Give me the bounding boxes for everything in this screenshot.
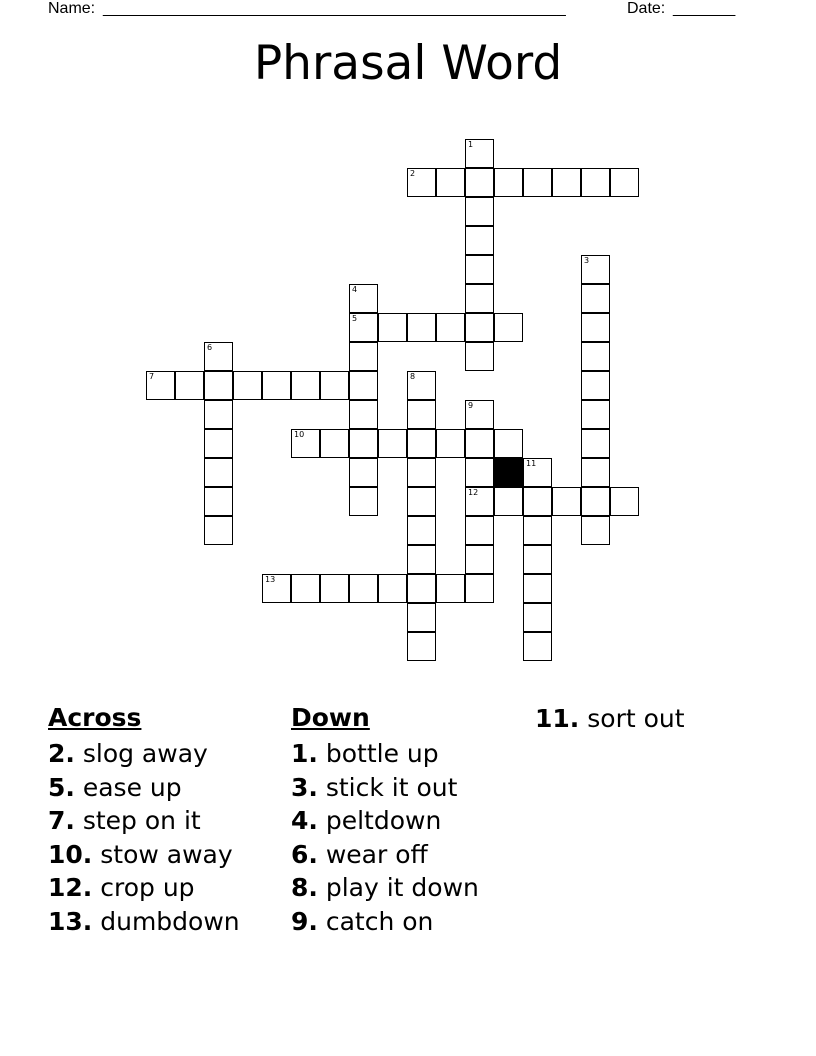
clue-item-text: peltdown	[317, 806, 442, 835]
clue-item	[291, 771, 479, 805]
answer-square[interactable]	[465, 139, 494, 168]
answer-square[interactable]	[494, 429, 523, 458]
clue-item	[48, 737, 240, 771]
clue-item-number: 11.	[535, 704, 580, 733]
answer-square[interactable]	[320, 574, 349, 603]
answer-square[interactable]	[320, 429, 349, 458]
answer-square[interactable]	[349, 429, 378, 458]
clue-item-text: stow away	[92, 839, 233, 869]
answer-square[interactable]	[581, 429, 610, 458]
answer-square[interactable]	[552, 487, 581, 516]
clue-number: 1	[468, 140, 474, 149]
answer-square[interactable]	[349, 574, 378, 603]
clue-number: 8	[410, 372, 416, 381]
across-heading: Across	[48, 703, 142, 732]
answer-square[interactable]	[291, 371, 320, 400]
answer-square[interactable]	[436, 429, 465, 458]
clue-item	[48, 771, 240, 805]
answer-square[interactable]	[204, 371, 233, 400]
clue-number: 6	[207, 343, 213, 352]
clue-item-number: 3.	[291, 772, 318, 802]
clue-item-number: 6.	[291, 839, 318, 869]
clue-item-number: 5.	[48, 772, 75, 802]
answer-square[interactable]	[146, 371, 175, 400]
down-heading: Down	[291, 703, 370, 732]
answer-square[interactable]	[465, 400, 494, 429]
answer-square[interactable]	[494, 487, 523, 516]
clue-item-text: bottle up	[317, 739, 439, 768]
answer-square[interactable]	[465, 342, 494, 371]
answer-square[interactable]	[581, 516, 610, 545]
answer-square[interactable]	[291, 574, 320, 603]
answer-square[interactable]	[552, 168, 581, 197]
page-title: Phrasal Word	[253, 36, 563, 91]
answer-square[interactable]	[204, 429, 233, 458]
answer-square[interactable]	[407, 400, 436, 429]
clue-number: 10	[294, 430, 305, 439]
answer-square[interactable]	[581, 168, 610, 197]
clue-item-text: stick it out	[317, 772, 458, 802]
answer-square[interactable]	[465, 545, 494, 574]
answer-square[interactable]	[581, 342, 610, 371]
clue-item	[48, 871, 240, 905]
clue-number: 11	[526, 459, 537, 468]
answer-square[interactable]	[436, 168, 465, 197]
answer-square[interactable]	[523, 487, 552, 516]
clue-item-text: ease up	[74, 772, 182, 802]
answer-square[interactable]	[407, 371, 436, 400]
answer-square[interactable]	[436, 574, 465, 603]
down-clues-continued	[535, 702, 685, 736]
answer-square[interactable]	[320, 371, 349, 400]
clue-item-number: 4.	[291, 806, 318, 835]
down-clues	[291, 702, 479, 938]
answer-square[interactable]	[349, 342, 378, 371]
clue-number: 13	[265, 575, 276, 584]
clue-item	[291, 804, 479, 838]
answer-square[interactable]	[465, 574, 494, 603]
clue-item-number: 1.	[291, 739, 318, 768]
answer-square[interactable]	[465, 284, 494, 313]
clue-item-text: dumbdown	[92, 906, 240, 936]
answer-square[interactable]	[523, 603, 552, 632]
clue-number: 7	[149, 372, 155, 381]
answer-square[interactable]	[349, 458, 378, 487]
answer-square[interactable]	[523, 458, 552, 487]
clue-item-number: 10.	[48, 839, 93, 869]
answer-square[interactable]	[204, 458, 233, 487]
clue-item-text: crop up	[92, 873, 195, 902]
answer-square[interactable]	[407, 516, 436, 545]
across-clue-list	[48, 737, 240, 938]
answer-square[interactable]	[465, 255, 494, 284]
answer-square[interactable]	[407, 458, 436, 487]
answer-square[interactable]	[204, 400, 233, 429]
answer-square[interactable]	[378, 313, 407, 342]
clue-number: 5	[352, 314, 358, 323]
answer-square[interactable]	[407, 313, 436, 342]
answer-square[interactable]	[407, 487, 436, 516]
clue-item-text: slog away	[74, 739, 208, 768]
clue-item-text: wear off	[317, 839, 428, 869]
answer-square[interactable]	[349, 313, 378, 342]
answer-square[interactable]	[407, 574, 436, 603]
clue-number: 3	[584, 256, 590, 265]
answer-square[interactable]	[523, 545, 552, 574]
answer-square[interactable]	[407, 168, 436, 197]
answer-square[interactable]	[349, 284, 378, 313]
clue-item	[48, 804, 240, 838]
answer-square[interactable]	[523, 632, 552, 661]
clue-number: 4	[352, 285, 358, 294]
answer-square[interactable]	[465, 313, 494, 342]
down-clue-list-continued	[535, 702, 685, 736]
clue-item-number: 13.	[48, 906, 93, 936]
down-clue-list	[291, 737, 479, 938]
answer-square[interactable]	[378, 429, 407, 458]
answer-square[interactable]	[407, 545, 436, 574]
answer-square[interactable]	[465, 516, 494, 545]
across-clues	[48, 702, 240, 938]
answer-square[interactable]	[349, 487, 378, 516]
answer-square[interactable]	[204, 487, 233, 516]
answer-square[interactable]	[610, 487, 639, 516]
clue-item	[48, 838, 240, 872]
answer-square[interactable]	[407, 429, 436, 458]
answer-square[interactable]	[465, 429, 494, 458]
answer-square[interactable]	[204, 516, 233, 545]
clue-item	[291, 871, 479, 905]
clue-item-number: 9.	[291, 906, 318, 936]
clue-item	[291, 737, 479, 771]
answer-square[interactable]	[349, 371, 378, 400]
answer-square[interactable]	[581, 255, 610, 284]
clue-item	[291, 905, 479, 939]
clue-item	[291, 838, 479, 872]
black-square	[494, 458, 523, 487]
clue-item-number: 2.	[48, 739, 75, 768]
answer-square[interactable]	[291, 429, 320, 458]
answer-square[interactable]	[610, 168, 639, 197]
answer-square[interactable]	[204, 342, 233, 371]
name-label: Name:	[48, 0, 96, 17]
answer-square[interactable]	[436, 313, 465, 342]
answer-square[interactable]	[523, 574, 552, 603]
answer-square[interactable]	[349, 400, 378, 429]
answer-square[interactable]	[581, 487, 610, 516]
name-blank: ____________________________________________________	[103, 0, 566, 17]
clue-item-text: catch on	[317, 906, 434, 936]
answer-square[interactable]	[581, 313, 610, 342]
answer-square[interactable]	[233, 371, 262, 400]
answer-square[interactable]	[494, 168, 523, 197]
answer-square[interactable]	[465, 458, 494, 487]
date-blank: _______	[673, 0, 736, 17]
clue-item-text: play it down	[317, 873, 479, 902]
clue-item-number: 12.	[48, 873, 93, 902]
date-label: Date:	[627, 0, 666, 17]
answer-square[interactable]	[378, 574, 407, 603]
clue-item-number: 7.	[48, 806, 75, 835]
answer-square[interactable]	[465, 168, 494, 197]
clue-item-text: step on it	[74, 806, 201, 835]
answer-square[interactable]	[465, 487, 494, 516]
answer-square[interactable]	[523, 516, 552, 545]
clue-item-text: sort out	[579, 704, 685, 733]
answer-square[interactable]	[262, 371, 291, 400]
clue-number: 12	[468, 488, 479, 497]
answer-square[interactable]	[581, 458, 610, 487]
answer-square[interactable]	[581, 284, 610, 313]
answer-square[interactable]	[262, 574, 291, 603]
answer-square[interactable]	[175, 371, 204, 400]
answer-square[interactable]	[581, 400, 610, 429]
answer-square[interactable]	[494, 313, 523, 342]
answer-square[interactable]	[465, 197, 494, 226]
clue-number: 2	[410, 169, 416, 178]
clue-item-number: 8.	[291, 873, 318, 902]
answer-square[interactable]	[581, 371, 610, 400]
answer-square[interactable]	[407, 632, 436, 661]
answer-square[interactable]	[407, 603, 436, 632]
clue-number: 9	[468, 401, 474, 410]
answer-square[interactable]	[465, 226, 494, 255]
clue-item	[48, 905, 240, 939]
answer-square[interactable]	[523, 168, 552, 197]
clue-item	[535, 702, 685, 736]
